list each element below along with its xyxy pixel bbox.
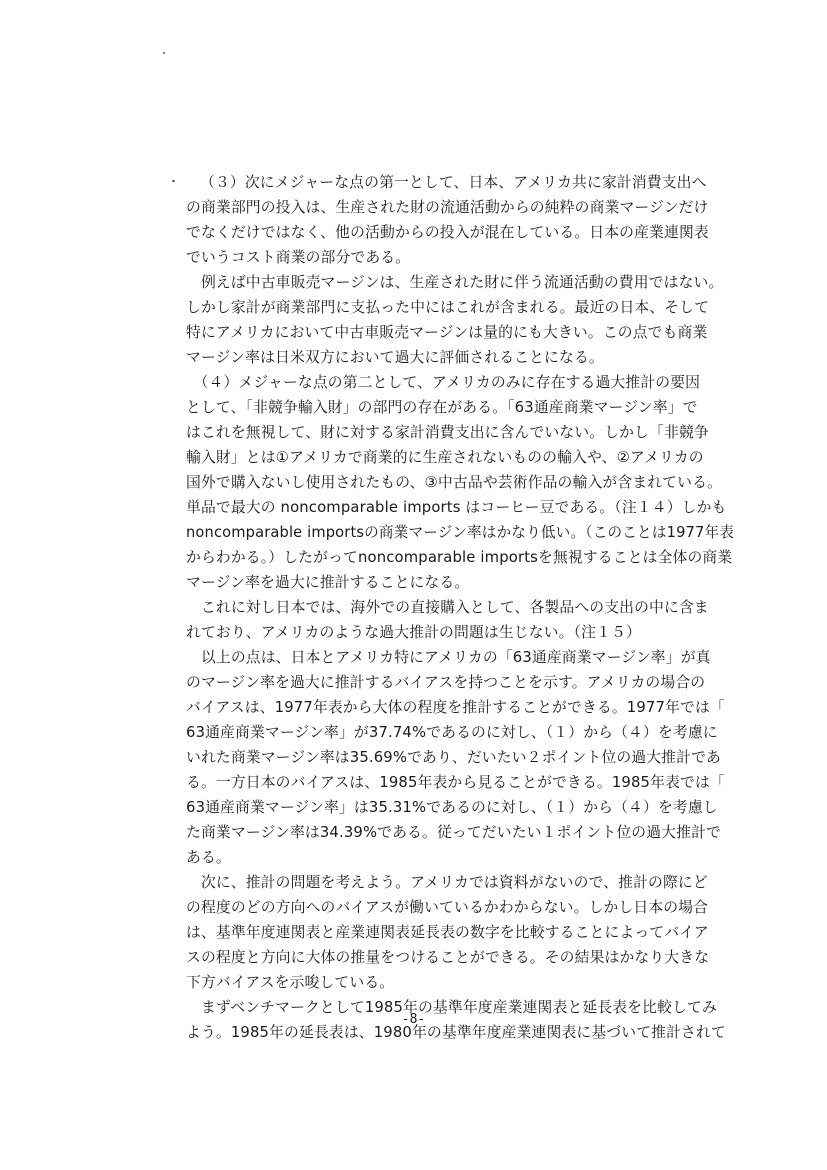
- text-line: 次に、推計の問題を考えよう。アメリカでは資料がないので、推計の際にど: [186, 874, 708, 891]
- text-line: 特にアメリカにおいて中古車販売マージンは量的にも大きい。この点でも商業: [186, 324, 708, 341]
- text-line: 以上の点は、日本とアメリカ特にアメリカの「63通産商業マージン率」が真: [186, 649, 711, 666]
- text-line: 63通産商業マージン率」は35.31%であるのに対し、（１）から（４）を考慮し: [186, 799, 718, 816]
- text-line: よう。1985年の延長表は、1980年の基準年度産業連関表に基づいて推計されて: [186, 1024, 726, 1041]
- text-line: マージン率を過大に推計することになる。: [186, 574, 470, 591]
- text-line: の程度のどの方向へのバイアスが働いているかわからない。しかし日本の場合: [186, 899, 709, 916]
- text-line: からわかる。）したがってnoncomparable importsを無視することは全体の商業: [186, 549, 733, 566]
- text-line: noncomparable importsの商業マージン率はかなり低い。（このことは1977年表: [186, 524, 735, 541]
- text-line: 例えば中古車販売マージンは、生産された財に伴う流通活動の費用ではない。: [186, 274, 724, 291]
- text-line: （３）次にメジャーな点の第一として、日本、アメリカ共に家計消費支出へ: [200, 174, 707, 191]
- text-line: バイアスは、1977年表から大体の程度を推計することができる。1977年では「: [186, 699, 725, 716]
- text-line: の商業部門の投入は、生産された財の流通活動からの純粋の商業マージンだけ: [186, 199, 709, 216]
- scan-speck: [163, 52, 165, 54]
- body-text: [186, 170, 735, 1045]
- page-number: -8-: [401, 1012, 426, 1027]
- text-line: た商業マージン率は34.39%である。従ってだいたい１ポイント位の過大推計で: [186, 824, 721, 841]
- text-line: 輸入財」とは①アメリカで商業的に生産されないものの輸入や、②アメリカの: [186, 449, 704, 466]
- text-line: いれた商業マージン率は35.69%であり、だいたい２ポイント位の過大推計であ: [186, 749, 721, 766]
- scan-speck: [172, 180, 175, 182]
- text-line: として、「非競争輸入財」の部門の存在がある。「63通産商業マージン率」で: [186, 399, 698, 416]
- text-line: スの程度と方向に大体の推量をつけることができる。その結果はかなり大きな: [186, 949, 710, 966]
- text-line: まずベンチマークとして1985年の基準年度産業連関表と延長表を比較してみ: [186, 999, 717, 1016]
- text-line: 国外で購入ないし使用されたもの、③中古品や芸術作品の輸入が含まれている。: [186, 474, 722, 491]
- text-line: のマージン率を過大に推計するバイアスを持つことを示す。アメリカの場合の: [186, 674, 706, 691]
- text-line: ある。: [186, 849, 231, 866]
- text-line: る。一方日本のバイアスは、1985年表から見ることができる。1985年表では「: [186, 774, 725, 791]
- text-line: 単品で最大の noncomparable imports はコーヒー豆である。（注１４）しかも: [186, 499, 727, 516]
- text-line: でいうコスト商業の部分である。: [186, 249, 411, 266]
- text-line: 下方バイアスを示唆している。: [186, 974, 395, 991]
- text-line: しかし家計が商業部門に支払った中にはこれが含まれる。最近の日本、そして: [186, 299, 710, 316]
- text-line: はこれを無視して、財に対する家計消費支出に含んでいない。しかし「非競争: [186, 424, 709, 441]
- text-line: れており、アメリカのような過大推計の問題は生じない。（注１５）: [186, 624, 641, 641]
- text-line: でなくだけではなく、他の活動からの投入が混在している。日本の産業連関表: [186, 224, 709, 241]
- text-line: （４）メジャーな点の第二として、アメリカのみに存在する過大推計の要因: [186, 374, 701, 391]
- text-line: は、基準年度連関表と産業連関表延長表の数字を比較することによってバイア: [186, 924, 709, 941]
- text-line: これに対し日本では、海外での直接購入として、各製品への支出の中に含ま: [186, 599, 709, 616]
- text-line: 63通産商業マージン率」が37.74%であるのに対し、（１）から（４）を考慮に: [186, 724, 718, 741]
- text-line: マージン率は日米双方において過大に評価されることになる。: [186, 349, 604, 366]
